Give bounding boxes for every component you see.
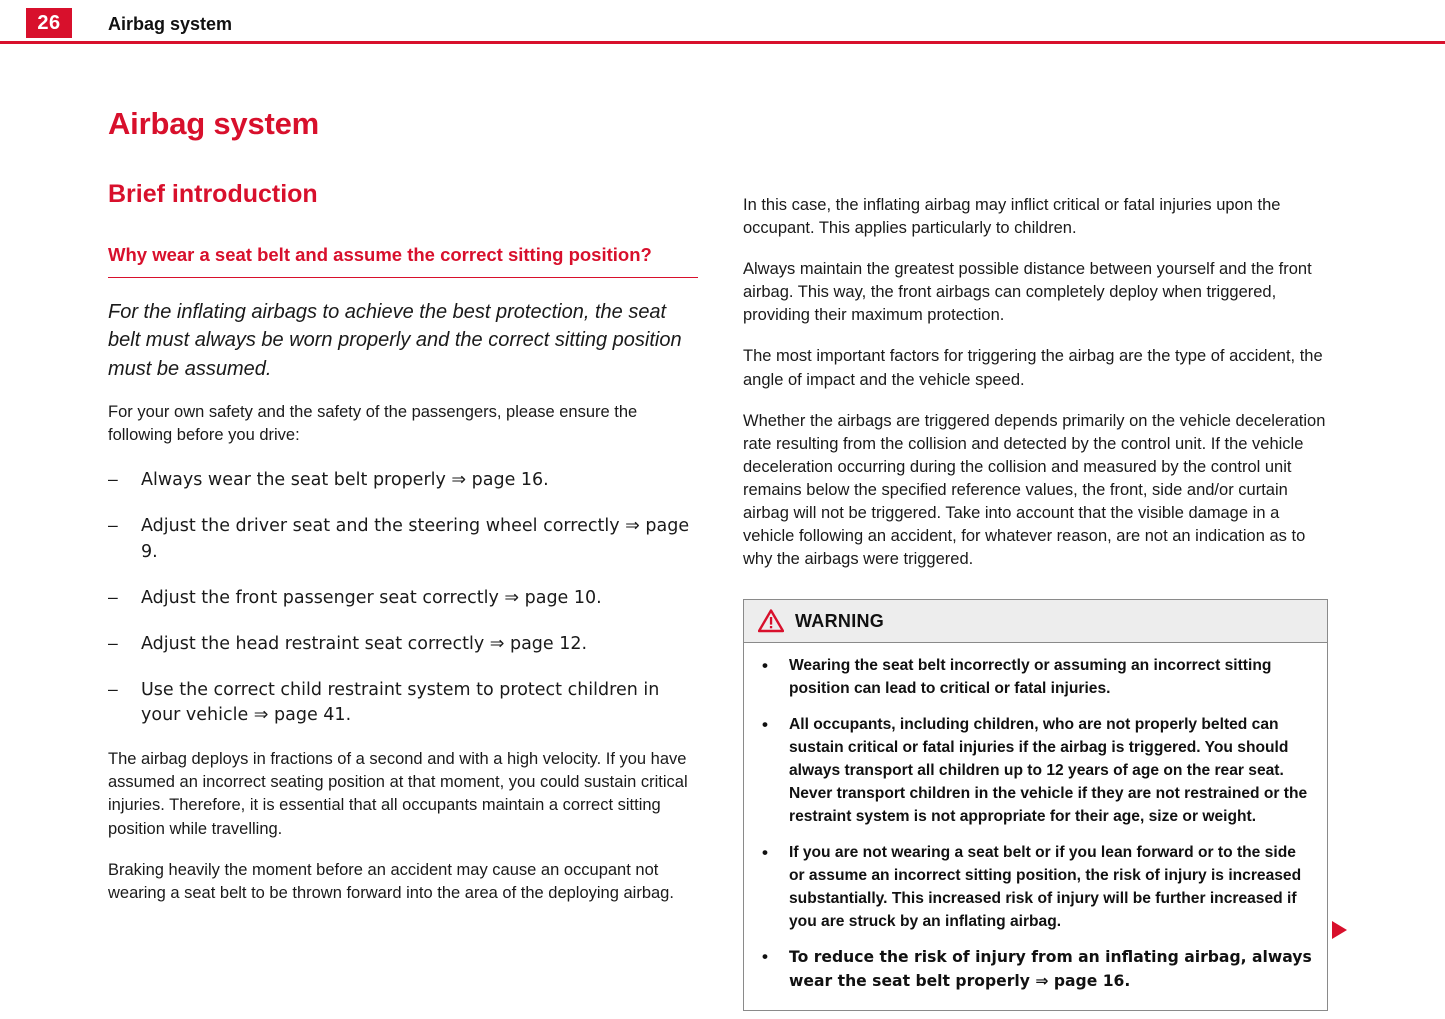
warning-list [744,643,1327,1010]
warning-item [756,714,1315,829]
subsection-title: Why wear a seat belt and assume the correct sitting position? [108,243,698,278]
triangle-right-icon [1332,921,1347,939]
paragraph: In this case, the inflating airbag may inflict critical or fatal injuries upon the occupant. This applies particularly to children. [743,196,1281,238]
paragraph-before-list: For your own safety and the safety of the passengers, please ensure the following before you drive: [108,403,638,445]
paragraph: Whether the airbags are triggered depends primarily on the vehicle deceleration rate resulting from the collision and detected by the control unit. If the vehicle deceleration occurring during the collision and measured by the control unit remains below the specified reference values, the front, side and/or curtain airbag will not be triggered. Take into account that the visible damage in a vehicle following an accident, for whatever reason, are not an indication as to why the airbags were triggered. [743,411,1326,569]
section-title: Brief introduction [108,180,318,208]
bullet-icon: • [762,656,768,676]
list-item-text: Adjust the head restraint seat correctly ⇒ page 12. [141,633,588,654]
warning-item-text: Wearing the seat belt incorrectly or assuming an incorrect sitting position can lead to critical or fatal injuries. [789,657,1272,698]
warning-item-text: All occupants, including children, who are not properly belted can sustain critical or fatal injuries if the airbag is triggered. You should always transport all children up to 12 years of age on the rear seat. Never transport children in the vehicle if they are not restrained or the restraint system is not appropriate for their age, size or weight. [789,716,1308,825]
bullet-icon: • [762,842,768,862]
warning-item-text: To reduce the risk of injury from an inflating airbag, always wear the seat belt properly ⇒ page 16. [789,948,1312,991]
warning-item [756,842,1315,934]
list-item [108,513,698,565]
warning-label: WARNING [795,610,885,631]
dash-marker: – [108,678,118,699]
list-item-text: Adjust the driver seat and the steering wheel correctly ⇒ page 9. [141,516,690,563]
dash-marker: – [108,632,118,653]
page-number: 26 [26,8,72,38]
warning-item-text: If you are not wearing a seat belt or if you lean forward or to the side or assume an incorrect sitting position, the risk of injury is increased substantially. This increased risk of injury will be further increased if you are struck by an inflating airbag. [789,843,1302,930]
intro-paragraph: For the inflating airbags to achieve the best protection, the seat belt must always be worn properly and the correct sitting position must be assumed. [108,300,682,380]
dash-marker: – [108,586,118,607]
page-header [0,0,1445,44]
right-column [743,44,1328,1011]
list-item-text: Use the correct child restraint system to protect children in your vehicle ⇒ page 41. [141,679,660,726]
list-item-text: Adjust the front passenger seat correctly ⇒ page 10. [141,587,602,608]
paragraph: The airbag deploys in fractions of a second and with a high velocity. If you have assumed an incorrect seating position at that moment, you could sustain critical injuries. Therefore, it is essential that all occupants maintain a correct sitting position while travelling. [108,750,688,838]
list-item-text: Always wear the seat belt properly ⇒ page 16. [141,470,549,491]
chapter-title: Airbag system [108,106,320,141]
warning-item [756,655,1315,701]
page-content [0,44,1445,1019]
header-title: Airbag system [108,14,233,34]
paragraph: Braking heavily the moment before an accident may cause an occupant not wearing a seat belt to be thrown forward into the area of the deploying airbag. [108,860,674,902]
paragraph: The most important factors for triggering the airbag are the type of accident, the angle of impact and the vehicle speed. [743,347,1323,389]
warning-box [743,599,1328,1011]
list-item [108,677,698,729]
warning-item [756,946,1315,994]
checklist [108,467,698,728]
list-item [108,631,698,657]
warning-header [744,600,1327,643]
left-column [108,44,698,905]
list-item [108,467,698,493]
bullet-icon: • [762,947,768,967]
list-item [108,585,698,611]
paragraph: Always maintain the greatest possible distance between yourself and the front airbag. This way, the front airbags can completely deploy when triggered, providing their maximum protection. [743,260,1312,325]
bullet-icon: • [762,715,768,735]
dash-marker: – [108,469,118,490]
dash-marker: – [108,515,118,536]
warning-triangle-icon [758,609,784,633]
